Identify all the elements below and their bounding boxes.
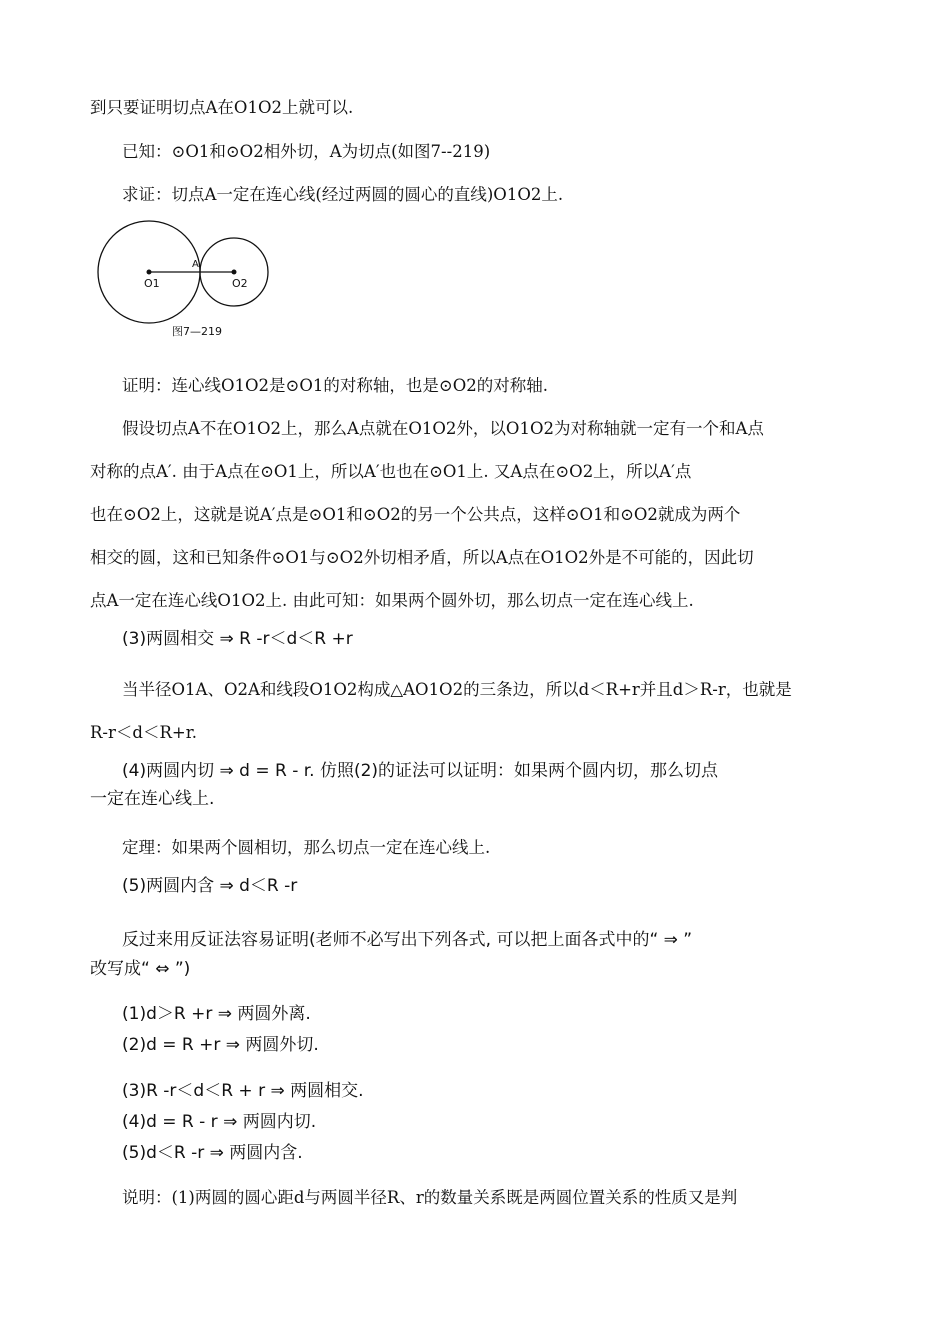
case-4-line-1: (4)两圆内切 ⇒ d = R - r. 仿照(2)的证法可以证明：如果两个圆内切，那么切点 (122, 761, 719, 781)
converse-line-2: 改写成“ ⇔ ”) (90, 959, 191, 979)
proof-line: 证明：连心线O1O2是⊙O1的对称轴，也是⊙O2的对称轴. (122, 376, 548, 395)
intersect-line-2: R-r＜d＜R+r. (90, 723, 198, 742)
paragraph-line-1: 假设切点A不在O1O2上，那么A点就在O1O2外，以O1O2为对称轴就一定有一个和A点 (122, 419, 764, 438)
case-3-line: (3)两圆相交 ⇒ R -r＜d＜R +r (122, 629, 353, 649)
given-line: 已知：⊙O1和⊙O2相外切，A为切点(如图7--219) (122, 142, 491, 161)
theorem-line: 定理：如果两个圆相切，那么切点一定在连心线上. (122, 838, 491, 857)
case-4-line-2: 一定在连心线上. (90, 789, 215, 809)
converse-item-3: (3)R -r＜d＜R + r ⇒ 两圆相交. (122, 1081, 364, 1101)
converse-item-2: (2)d = R +r ⇒ 两圆外切. (122, 1035, 319, 1055)
converse-item-4: (4)d = R - r ⇒ 两圆内切. (122, 1112, 317, 1132)
center-point-o1 (147, 270, 152, 275)
paragraph-line-5: 点A一定在连心线O1O2上. 由此可知：如果两个圆外切，那么切点一定在连心线上. (90, 591, 694, 610)
converse-item-5: (5)d＜R -r ⇒ 两圆内含. (122, 1143, 303, 1163)
to-prove-line: 求证：切点A一定在连心线(经过两圆的圆心的直线)O1O2上. (122, 185, 564, 204)
label-o1: O1 (144, 277, 160, 290)
converse-item-1: (1)d＞R +r ⇒ 两圆外离. (122, 1004, 311, 1024)
paragraph-line-2: 对称的点A′. 由于A点在⊙O1上，所以A′也也在⊙O1上. 又A点在⊙O2上，所以A′点 (90, 462, 692, 481)
line-1: 到只要证明切点A在O1O2上就可以. (90, 98, 354, 117)
note-line: 说明：(1)两圆的圆心距d与两圆半径R、r的数量关系既是两圆位置关系的性质又是判 (122, 1188, 738, 1207)
label-a: A (192, 259, 199, 270)
figure-tangent-circles (94, 220, 284, 350)
center-point-o2 (232, 270, 237, 275)
figure-caption: 图7—219 (172, 325, 222, 338)
intersect-line-1: 当半径O1A、O2A和线段O1O2构成△AO1O2的三条边，所以d＜R+r并且d＞R-r，也就是 (122, 680, 792, 699)
paragraph-line-3: 也在⊙O2上，这就是说A′点是⊙O1和⊙O2的另一个公共点，这样⊙O1和⊙O2就成为两个 (90, 505, 741, 524)
paragraph-line-4: 相交的圆，这和已知条件⊙O1与⊙O2外切相矛盾，所以A点在O1O2外是不可能的，因此切 (90, 548, 754, 567)
label-o2: O2 (232, 277, 248, 290)
case-5-line: (5)两圆内含 ⇒ d＜R -r (122, 876, 298, 896)
converse-line-1: 反过来用反证法容易证明(老师不必写出下列各式, 可以把上面各式中的“ ⇒ ” (122, 930, 693, 950)
